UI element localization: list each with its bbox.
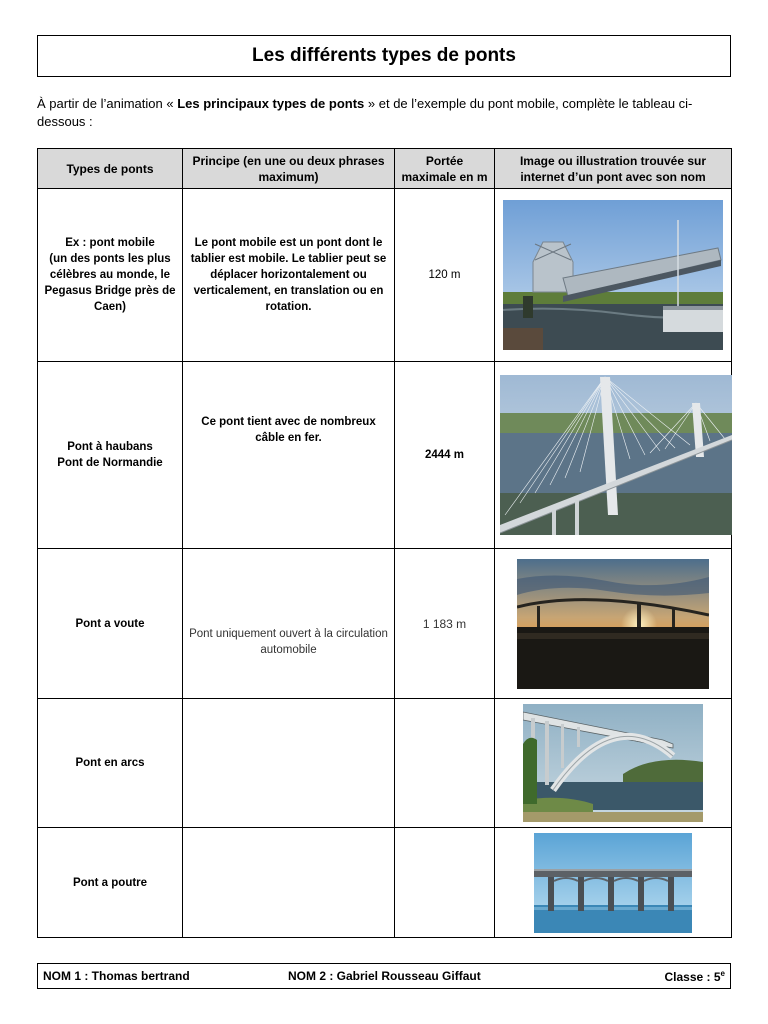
bridge-type-line: Pont a voute xyxy=(75,617,145,630)
student-footer xyxy=(37,963,731,989)
table-row xyxy=(38,549,732,699)
class-superscript: e xyxy=(720,968,725,978)
cable-stayed-bridge-photo xyxy=(500,375,732,535)
page-title-text: Les différents types de ponts xyxy=(252,45,516,66)
bridge-types-table xyxy=(37,148,732,938)
bridge-type-line: Pont à haubans xyxy=(67,441,153,453)
span-cell xyxy=(395,699,495,828)
class-value: Classe : 5 xyxy=(664,969,721,984)
principle-text: Ce pont tient avec de nombreux câble en fer. xyxy=(201,416,376,444)
table-row xyxy=(38,828,732,938)
header-span: Portée maximale en m xyxy=(395,149,495,189)
bridge-type-line: (un des ponts les plus célèbres au monde, le Pegasus Bridge près de Caen) xyxy=(44,253,176,313)
bridge-type-line: Pont a poutre xyxy=(72,876,148,889)
span-cell: 1 183 m xyxy=(395,549,495,699)
principle-cell: Le pont mobile est un pont dont le tablier est mobile. Le tablier peut se déplacer horizontalement ou verticalement, en translation ou en rotation. xyxy=(183,189,395,362)
principle-cell xyxy=(183,549,395,699)
image-cell xyxy=(495,828,732,938)
header-principle: Principe (en une ou deux phrases maximum) xyxy=(183,149,395,189)
bridge-type-cell xyxy=(38,362,183,549)
table-row xyxy=(38,189,732,362)
table-row xyxy=(38,362,732,549)
page-title xyxy=(37,35,731,77)
bridge-type-cell xyxy=(38,828,183,938)
class-label xyxy=(665,969,726,984)
sunset-bridge-photo xyxy=(517,559,709,689)
animation-name: Les principaux types de ponts xyxy=(177,96,365,111)
instructions xyxy=(37,95,731,131)
image-cell xyxy=(495,549,732,699)
beam-bridge-photo xyxy=(534,833,692,933)
bridge-type-line: Ex : pont mobile xyxy=(65,237,155,249)
bridge-type-cell xyxy=(38,189,183,362)
instructions-end: » et de l’exemple du pont mobile, complète le tableau ci-dessous : xyxy=(37,96,693,129)
principle-cell xyxy=(183,699,395,828)
span-cell: 120 m xyxy=(395,189,495,362)
principle-cell xyxy=(183,828,395,938)
bridge-type-line: Pont en arcs xyxy=(75,757,145,769)
header-image: Image ou illustration trouvée sur internet d’un pont avec son nom xyxy=(495,149,732,189)
principle-cell xyxy=(183,362,395,549)
header-types: Types de ponts xyxy=(38,149,183,189)
student-2-name: NOM 2 : Gabriel Rousseau Giffaut xyxy=(288,969,481,983)
arch-bridge-photo xyxy=(523,704,703,822)
image-cell xyxy=(495,189,732,362)
image-cell xyxy=(495,362,732,549)
student-1-name: NOM 1 : Thomas bertrand xyxy=(43,969,190,983)
table-header-row xyxy=(38,149,732,189)
span-cell: 2444 m xyxy=(395,362,495,549)
principle-text: Pont uniquement ouvert à la circulation automobile xyxy=(189,627,388,656)
table-row xyxy=(38,699,732,828)
instructions-start: À partir de l’animation « xyxy=(37,96,178,111)
bridge-type-cell xyxy=(38,549,183,699)
bridge-type-line: Pont de Normandie xyxy=(57,457,163,469)
span-cell xyxy=(395,828,495,938)
bascule-bridge-photo xyxy=(503,200,723,350)
image-cell xyxy=(495,699,732,828)
bridge-type-cell xyxy=(38,699,183,828)
